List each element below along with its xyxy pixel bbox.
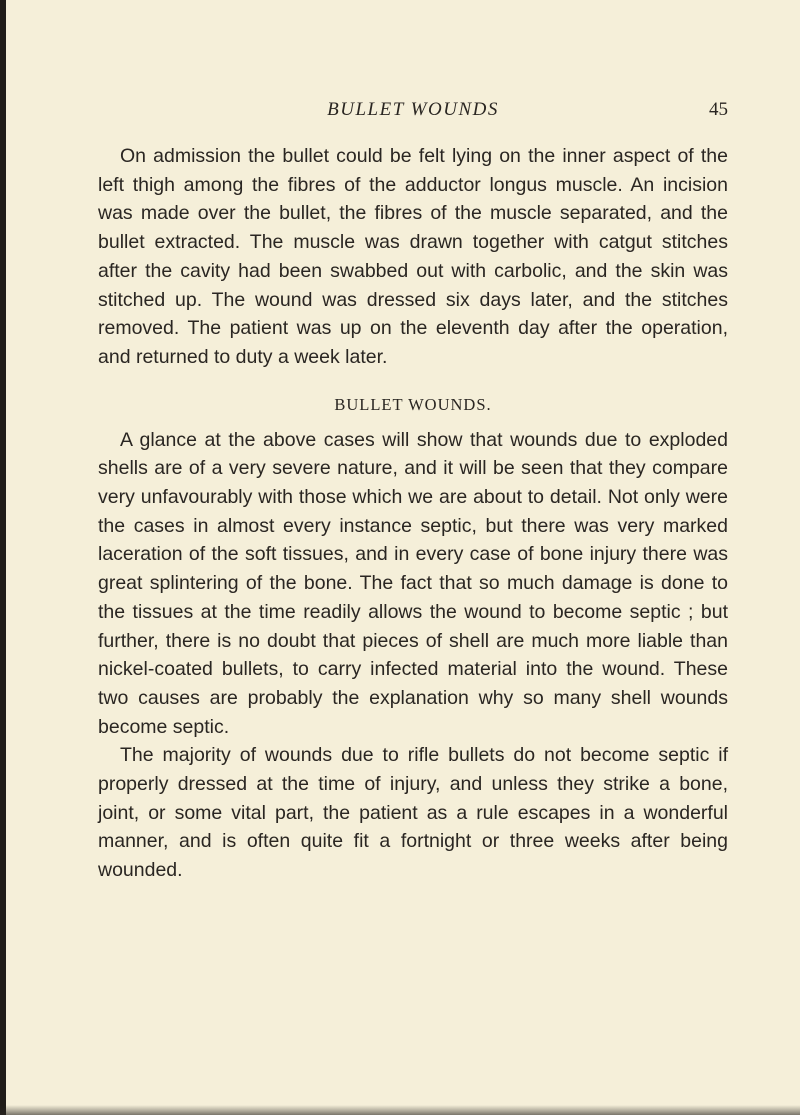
paragraph: The majority of wounds due to rifle bullets do not become septic if properly dressed at the time of injury, and unless they strike a bone, joint, or some vital part, the patient as a rule escapes in a wonderful manner, and is often quite fit a fortnight or three weeks after being wounded. xyxy=(98,744,728,882)
body-text xyxy=(98,142,728,885)
paragraph: A glance at the above cases will show that wounds due to exploded shells are of a very severe nature, and it will be seen that they compare very unfavourably with those which we are about to detail. Not only were the cases in almost every instance septic, but there was very marked laceration of the soft tissues, and in every case of bone injury there was great splintering of the bone. The fact that so much damage is done to the tissues at the time readily allows the wound to become septic ; but further, there is no doubt that pieces of shell are much more liable than nickel-coated bullets, to carry infected material into the wound. These two causes are probably the explanation why so many shell wounds become septic. xyxy=(98,428,728,738)
page-left-edge xyxy=(0,0,6,1115)
page-number: 45 xyxy=(709,99,728,120)
page-bottom-edge xyxy=(0,1105,800,1115)
paragraph: On admission the bullet could be felt lying on the inner aspect of the left thigh among the fibres of the adductor longus muscle. An incision was made over the bullet, the fibres of the muscle separated, and the bullet extracted. The muscle was drawn together with catgut stitches after the cavity had been swabbed out with carbolic, and the skin was stitched up. The wound was dressed six days later, and the stitches removed. The patient was up on the eleventh day after the operation, and returned to duty a week later. xyxy=(98,145,728,368)
section-heading: BULLET WOUNDS. xyxy=(334,394,492,414)
running-head: BULLET WOUNDS xyxy=(327,99,499,120)
page-header xyxy=(98,99,728,129)
